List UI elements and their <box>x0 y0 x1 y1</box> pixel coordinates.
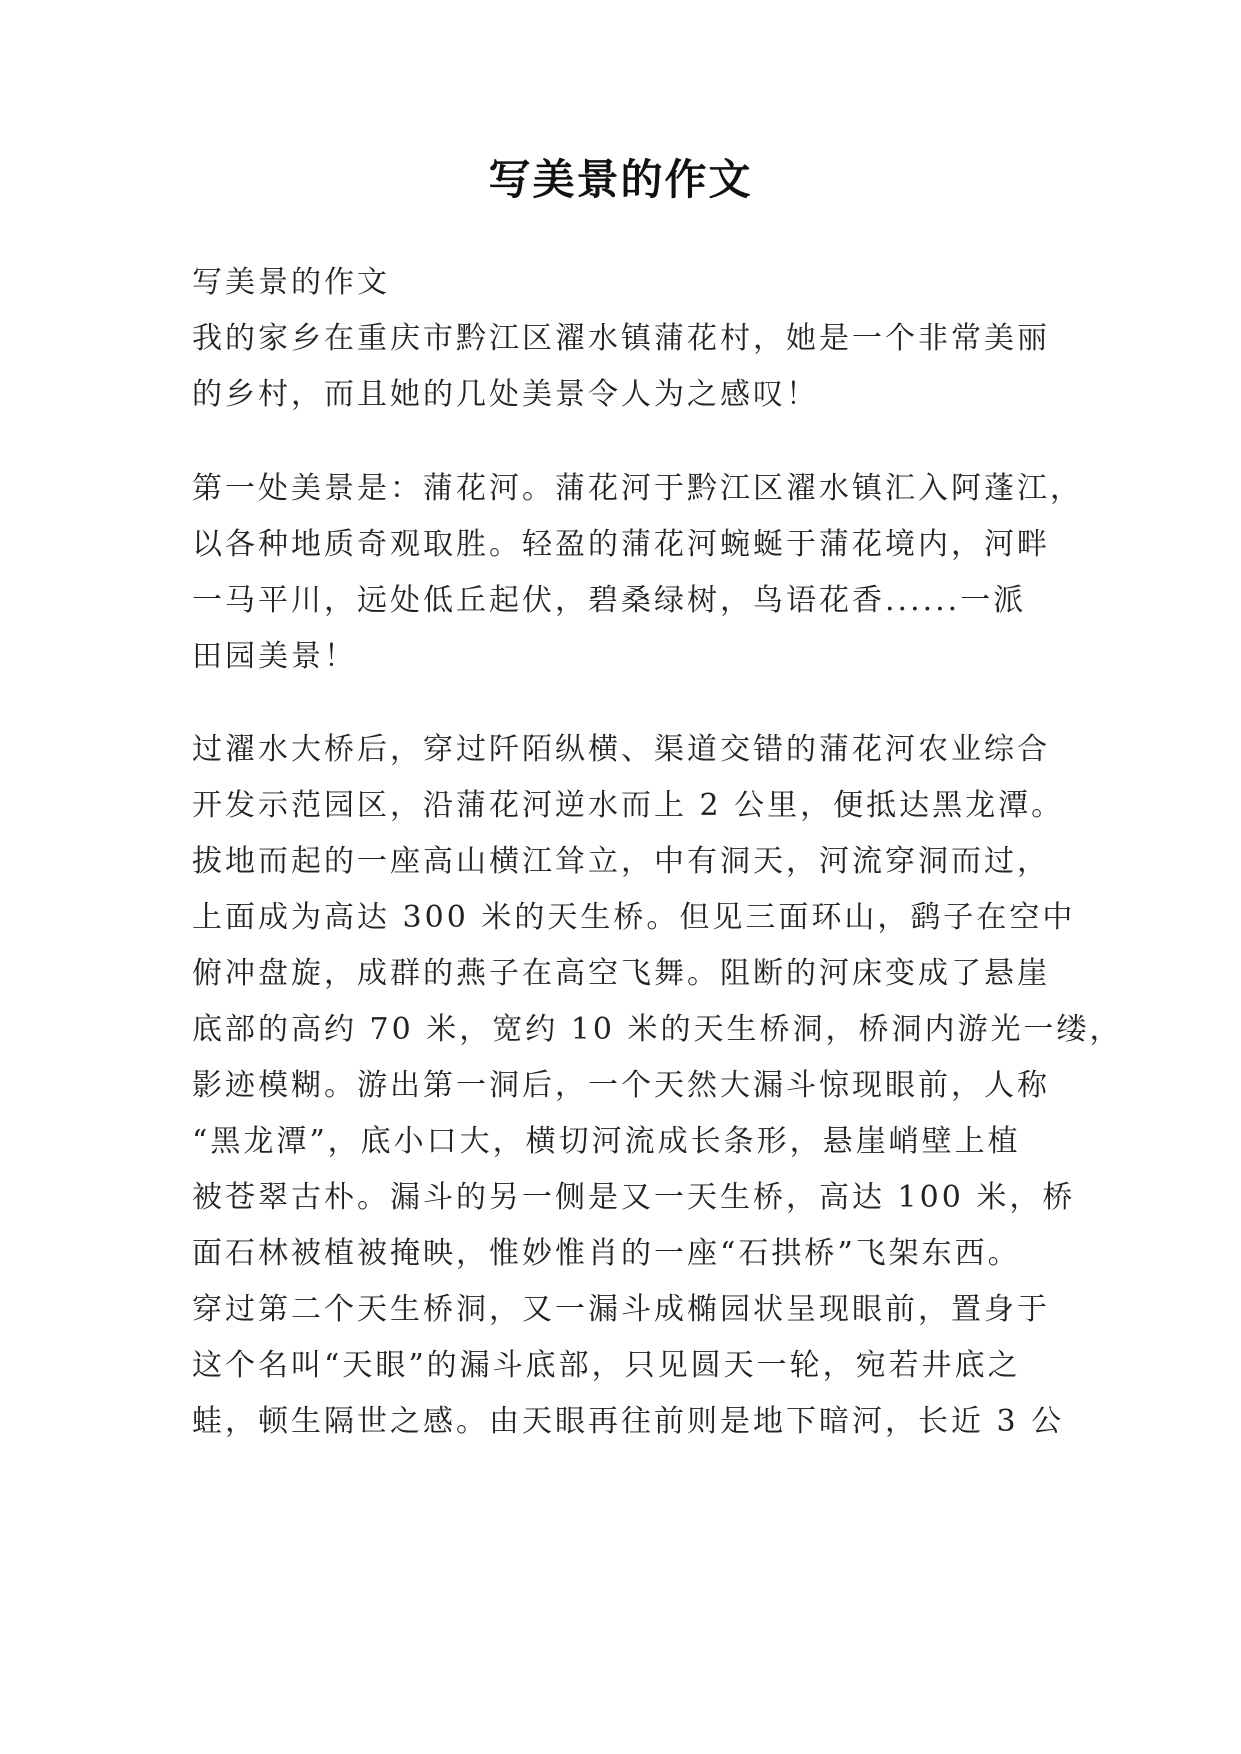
paragraph-first-scene <box>192 461 1083 685</box>
text-line: 上面成为高达 300 米的天生桥。但见三面环山，鹞子在空中 <box>192 900 1076 935</box>
text-line: 被苍翠古朴。漏斗的另一侧是又一天生桥，高达 100 米，桥 <box>192 1180 1076 1215</box>
document-title: 写美景的作文 <box>488 155 753 204</box>
text-line: 田园美景！ <box>192 639 357 674</box>
text-line: 俯冲盘旋，成群的燕子在高空飞舞。阻断的河床变成了悬崖 <box>192 956 1050 991</box>
text-line: 开发示范园区，沿蒲花河逆水而上 2 公里，便抵达黑龙潭。 <box>192 788 1065 823</box>
text-line: 写美景的作文 <box>192 265 390 300</box>
text-line: 影迹模糊。游出第一洞后，一个天然大漏斗惊现眼前，人称 <box>192 1068 1050 1103</box>
text-line: 蛙，顿生隔世之感。由天眼再往前则是地下暗河，长近 3 公 <box>192 1404 1065 1439</box>
text-line: 以各种地质奇观取胜。轻盈的蒲花河蜿蜒于蒲花境内，河畔 <box>192 527 1050 562</box>
text-line: 面石林被植被掩映，惟妙惟肖的一座“石拱桥”飞架东西。 <box>192 1236 1021 1271</box>
text-line: 这个名叫“天眼”的漏斗底部，只见圆天一轮，宛若井底之 <box>192 1348 1021 1383</box>
text-line: 一马平川，远处低丘起伏，碧桑绿树，鸟语花香......一派 <box>192 583 1027 618</box>
paragraph-black-dragon-pool <box>192 722 1123 1450</box>
text-line: “黑龙潭”，底小口大，横切河流成长条形，悬崖峭壁上植 <box>192 1124 1021 1159</box>
text-line: 的乡村，而且她的几处美景令人为之感叹！ <box>192 377 819 412</box>
text-line: 底部的高约 70 米，宽约 10 米的天生桥洞，桥洞内游光一缕， <box>192 1012 1123 1047</box>
paragraph-subtitle <box>192 255 1072 311</box>
text-line: 第一处美景是：蒲花河。蒲花河于黔江区濯水镇汇入阿蓬江， <box>192 471 1083 506</box>
text-line: 我的家乡在重庆市黔江区濯水镇蒲花村，她是一个非常美丽 <box>192 321 1050 356</box>
text-line: 拔地而起的一座高山横江耸立，中有洞天，河流穿洞而过， <box>192 844 1050 879</box>
text-line: 穿过第二个天生桥洞，又一漏斗成椭园状呈现眼前，置身于 <box>192 1292 1050 1327</box>
paragraph-intro <box>192 311 1072 423</box>
text-line: 过濯水大桥后，穿过阡陌纵横、渠道交错的蒲花河农业综合 <box>192 732 1050 767</box>
